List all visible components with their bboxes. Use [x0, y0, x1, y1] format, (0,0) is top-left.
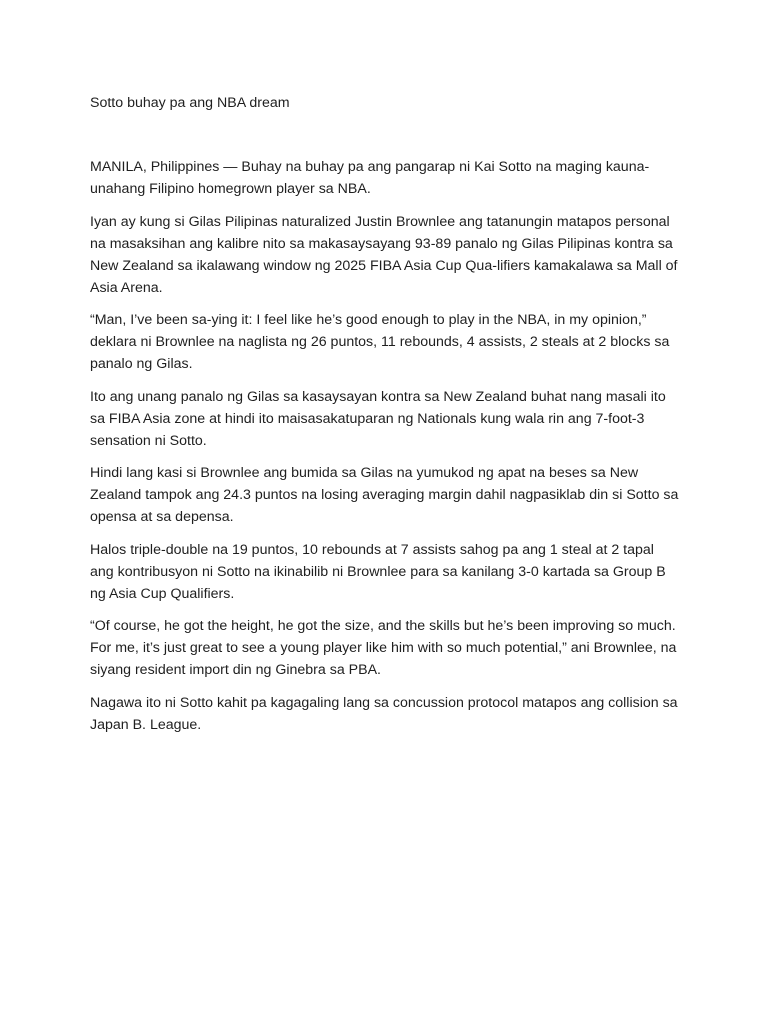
article-title: Sotto buhay pa ang NBA dream	[90, 95, 290, 111]
paragraph-5: Hindi lang kasi si Brownlee ang bumida sa Gilas na yumukod ng apat na beses sa New Zealand tampok ang 24.3 puntos na losing averaging margin dahil nagpasiklab din si Sotto sa opensa at sa depensa.	[90, 465, 679, 525]
paragraph-2: Iyan ay kung si Gilas Pilipinas naturalized Justin Brownlee ang tatanungin matapos personal na masaksihan ang kalibre nito sa makasaysayang 93-89 panalo ng Gilas Pilipinas kontra sa New Zealand sa ikalawang window ng 2025 FIBA Asia Cup Qua-lifiers kamakalawa sa Mall of Asia Arena.	[90, 213, 678, 296]
paragraph-4: Ito ang unang panalo ng Gilas sa kasaysayan kontra sa New Zealand buhat nang masali ito sa FIBA Asia zone at hindi ito maisasakatuparan ng Nationals kung wala rin ang 7-foot-3 sensation ni Sotto.	[90, 388, 666, 449]
article-body	[90, 156, 680, 746]
paragraph-3: “Man, I’ve been sa-ying it: I feel like he’s good enough to play in the NBA, in my opinion,” deklara ni Brownlee na naglista ng 26 puntos, 11 rebounds, 4 assists, 2 steals at 2 blocks sa panalo ng Gilas.	[90, 312, 670, 372]
paragraph-8: Nagawa ito ni Sotto kahit pa kagagaling lang sa concussion protocol matapos ang collision sa Japan B. League.	[90, 694, 678, 733]
paragraph-7: “Of course, he got the height, he got the size, and the skills but he’s been improving so much. For me, it’s just great to see a young player like him with so much potential,” ani Brownlee, na siyang resident import din ng Ginebra sa PBA.	[90, 618, 677, 678]
paragraph-1: MANILA, Philippines — Buhay na buhay pa ang pangarap ni Kai Sotto na maging kauna-unahang Filipino homegrown player sa NBA.	[90, 159, 650, 197]
paragraph-6: Halos triple-double na 19 puntos, 10 rebounds at 7 assists sahog pa ang 1 steal at 2 tapal ang kontribusyon ni Sotto na ikinabilib ni Brownlee para sa kanilang 3-0 kartada sa Group B ng Asia Cup Qualifiers.	[90, 541, 666, 602]
